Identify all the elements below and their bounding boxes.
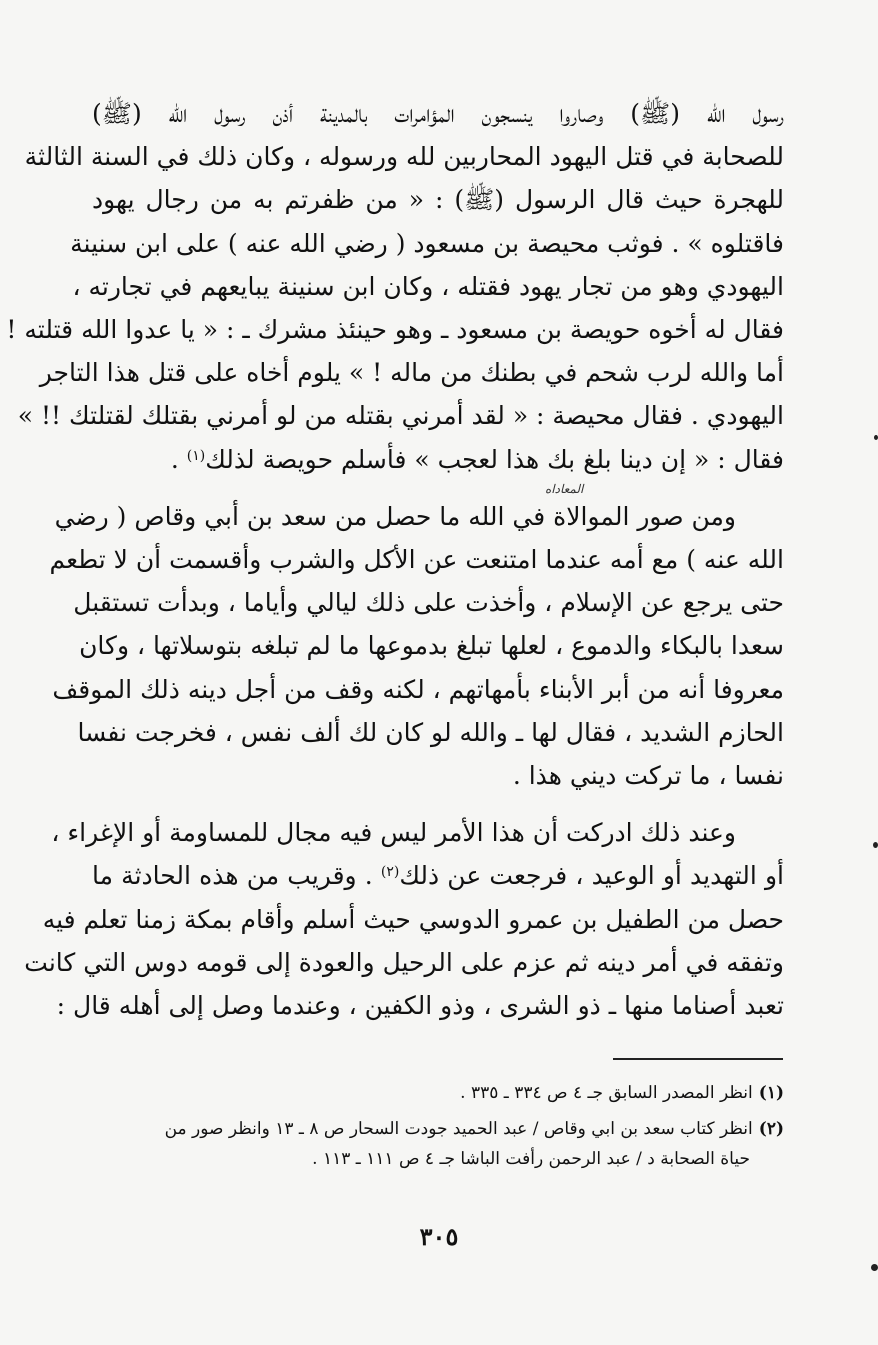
text-line: للهجرة حيث قال الرسول (ﷺ) : « من ظفرتم به من رجال يهود — [92, 185, 784, 215]
paragraph-3 — [24, 811, 784, 1027]
text-line: ومن صور الموالاة في الله ما حصل من سعد بن أبي وقاص ( رضي — [54, 501, 736, 531]
text-line: وتفقه في أمر دينه ثم عزم على الرحيل والعودة إلى قومه دوس التي كانت — [24, 947, 784, 977]
footnote-2 — [90, 1114, 784, 1174]
footnote-text: انظر كتاب سعد بن ابي وقاص / عبد الحميد جودت السحار ص ٨ ـ ١٣ وانظر صور من — [164, 1119, 753, 1139]
scan-speck — [874, 435, 878, 440]
text-line: اليهودي وهو من تجار يهود فقتله ، وكان ابن سنينة يبايعهم في تجارته ، — [72, 271, 784, 301]
footnote-ref[interactable]: (٢) — [380, 864, 400, 881]
footnote-ref[interactable]: (١) — [186, 447, 206, 464]
footnotes — [90, 1078, 784, 1180]
text-line — [92, 854, 784, 897]
footnote-divider — [613, 1058, 783, 1060]
footnote-continuation: حياة الصحابة د / عبد الرحمن رأفت الباشا جـ ٤ ص ١١١ ـ ١١٣ . — [312, 1149, 750, 1169]
footnote-number: (١) — [758, 1083, 784, 1103]
text-line: وعند ذلك ادركت أن هذا الأمر ليس فيه مجال للمساومة أو الإغراء ، — [51, 818, 736, 848]
footnote-number: (٢) — [758, 1119, 784, 1139]
scan-speck — [871, 1264, 878, 1271]
scan-speck — [873, 842, 878, 848]
text-line: معروفا أنه من أبر الأبناء بأمهاتهم ، لكنه وقف من أجل دينه ذلك الموقف — [52, 674, 784, 704]
footnote-1 — [90, 1078, 784, 1108]
text-line: نفسا ، ما تركت ديني هذا . — [512, 761, 784, 791]
text-line — [92, 438, 784, 481]
paragraph-2 — [49, 495, 784, 797]
footnote-text: انظر المصدر السابق جـ ٤ ص ٣٣٤ ـ ٣٣٥ . — [460, 1083, 753, 1103]
text-line: للصحابة في قتل اليهود المحاربين لله ورسوله ، وكان ذلك في السنة الثالثة — [24, 142, 784, 172]
text-line: الله عنه ) مع أمه عندما امتنعت عن الأكل والشرب وأقسمت أن لا تطعم — [49, 545, 784, 575]
text-line: تعبد أصناما منها ـ ذو الشرى ، وذو الكفين ، وعندما وصل إلى أهله قال : — [56, 991, 784, 1021]
text-line: حصل من الطفيل بن عمرو الدوسي حيث أسلم وأقام بمكة زمنا تعلم فيه — [42, 904, 784, 934]
text-line: حتى يرجع عن الإسلام ، وأخذت على ذلك ليالي وأياما ، وبدأت تستقبل — [73, 588, 784, 618]
paragraph-1 — [6, 92, 784, 481]
text-line: أما والله لرب شحم في بطنك من ماله ! » يلوم أخاه على قتل هذا التاجر — [39, 358, 784, 388]
handwritten-annotation: المعاداه — [545, 482, 584, 496]
text-line: اليهودي . فقال محيصة : « لقد أمرني بقتله من لو أمرني بقتلك لقتلتك !! » — [17, 401, 784, 431]
text-line: رسول الله (ﷺ) وصاروا ينسجون المؤامرات بالمدينة أذن رسول الله (ﷺ) — [92, 99, 784, 128]
text-line: فاقتلوه » . فوثب محيصة بن مسعود ( رضي الله عنه ) على ابن سنينة — [70, 228, 784, 258]
text-segment: . وقريب من هذه الحادثة ما — [92, 861, 381, 891]
page-number: ٣٠٥ — [419, 1222, 459, 1251]
text-segment: أو التهديد أو الوعيد ، فرجعت عن ذلك — [399, 861, 784, 891]
page-body — [6, 92, 784, 1027]
text-line: فقال له أخوه حويصة بن مسعود ـ وهو حينئذ مشرك ـ : « يا عدوا الله قتلته ! — [6, 315, 784, 345]
text-segment: . — [170, 444, 187, 474]
text-line: سعدا بالبكاء والدموع ، لعلها تبلغ بدموعها ما لم تبلغه بتوسلاتها ، وكان — [79, 631, 784, 661]
text-line: الحازم الشديد ، فقال لها ـ والله لو كان لك ألف نفس ، فخرجت نفسا — [77, 717, 784, 747]
text-segment: فقال : « إن دينا بلغ بك هذا لعجب » فأسلم حويصة لذلك — [205, 444, 784, 474]
